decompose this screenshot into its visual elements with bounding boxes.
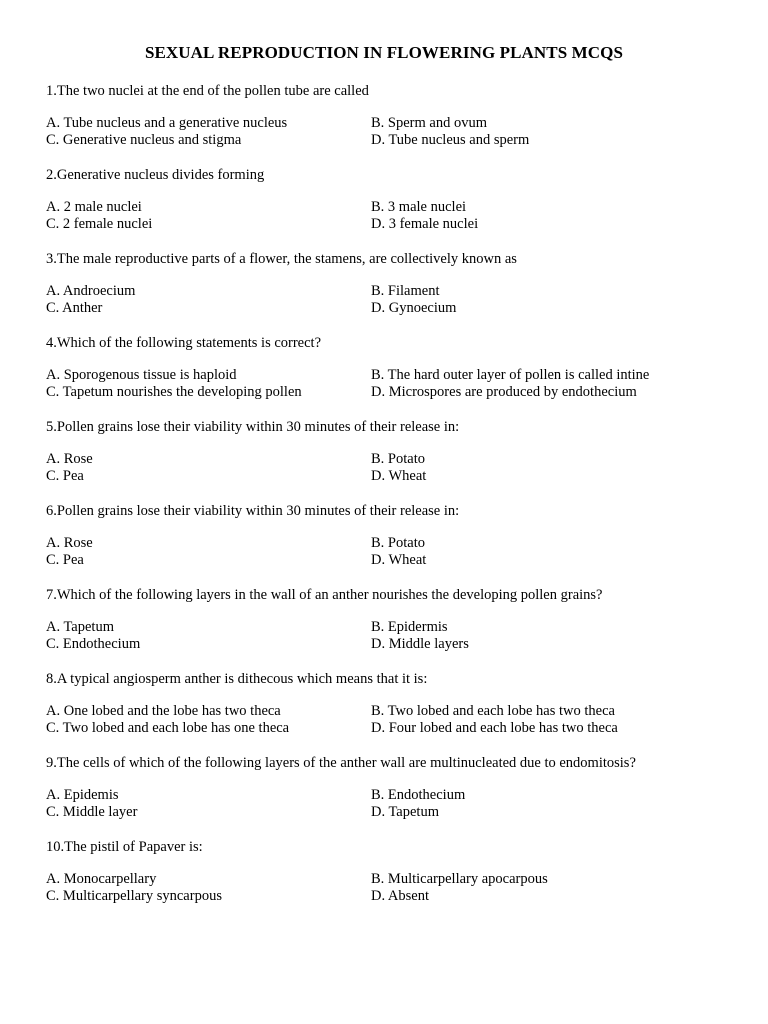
question-text: 7.Which of the following layers in the wall of an anther nourishes the developing pollen grains? (46, 587, 603, 603)
option-b: B. Filament (371, 283, 440, 299)
option-d: D. Absent (371, 888, 429, 904)
option-c: C. Two lobed and each lobe has one theca (46, 720, 290, 736)
option-b: B. Epidermis (371, 619, 448, 635)
option-b: B. Endothecium (371, 787, 466, 803)
option-a: A. Epidemis (46, 787, 119, 803)
option-a: A. Rose (46, 535, 93, 551)
option-d: D. 3 female nuclei (371, 216, 479, 232)
question-text: 4.Which of the following statements is correct? (46, 335, 322, 351)
question-text: 10.The pistil of Papaver is: (46, 839, 203, 855)
option-d: D. Tapetum (371, 804, 439, 820)
option-c: C. Anther (46, 300, 103, 316)
question-text: 3.The male reproductive parts of a flower, the stamens, are collectively known as (46, 251, 517, 267)
option-c: C. Multicarpellary syncarpous (46, 888, 222, 904)
question-list (46, 82, 736, 922)
question-text: 5.Pollen grains lose their viability within 30 minutes of their release in: (46, 419, 460, 435)
option-a: A. One lobed and the lobe has two theca (46, 703, 281, 719)
question-item (46, 754, 736, 838)
question-item (46, 82, 736, 166)
option-b: B. Potato (371, 451, 425, 467)
option-a: A. Tube nucleus and a generative nucleus (46, 115, 288, 131)
question-item (46, 166, 736, 250)
option-a: A. Androecium (46, 283, 136, 299)
option-b: B. Two lobed and each lobe has two theca (371, 703, 615, 719)
question-text: 6.Pollen grains lose their viability within 30 minutes of their release in: (46, 503, 460, 519)
option-c: C. 2 female nuclei (46, 216, 153, 232)
option-d: D. Wheat (371, 468, 427, 484)
question-item (46, 670, 736, 754)
question-item (46, 418, 736, 502)
option-d: D. Gynoecium (371, 300, 457, 316)
option-c: C. Tapetum nourishes the developing pollen (46, 384, 302, 400)
question-item (46, 586, 736, 670)
question-text: 1.The two nuclei at the end of the pollen tube are called (46, 83, 369, 99)
question-text: 8.A typical angiosperm anther is dithecous which means that it is: (46, 671, 428, 687)
option-a: A. 2 male nuclei (46, 199, 142, 215)
option-a: A. Sporogenous tissue is haploid (46, 367, 237, 383)
option-d: D. Wheat (371, 552, 427, 568)
option-d: D. Tube nucleus and sperm (371, 132, 530, 148)
option-b: B. 3 male nuclei (371, 199, 467, 215)
option-c: C. Pea (46, 468, 84, 484)
question-item (46, 502, 736, 586)
question-item (46, 250, 736, 334)
question-text: 2.Generative nucleus divides forming (46, 167, 265, 183)
option-a: A. Rose (46, 451, 93, 467)
option-b: B. Potato (371, 535, 425, 551)
option-a: A. Monocarpellary (46, 871, 157, 887)
question-item (46, 838, 736, 922)
question-text: 9.The cells of which of the following layers of the anther wall are multinucleated due to endomitosis? (46, 755, 636, 771)
option-b: B. The hard outer layer of pollen is called intine (371, 367, 650, 383)
option-c: C. Endothecium (46, 636, 141, 652)
question-item (46, 334, 736, 418)
option-c: C. Middle layer (46, 804, 138, 820)
option-c: C. Pea (46, 552, 84, 568)
option-d: D. Middle layers (371, 636, 469, 652)
option-a: A. Tapetum (46, 619, 114, 635)
option-d: D. Four lobed and each lobe has two theca (371, 720, 618, 736)
option-b: B. Sperm and ovum (371, 115, 487, 131)
option-d: D. Microspores are produced by endothecium (371, 384, 637, 400)
option-c: C. Generative nucleus and stigma (46, 132, 242, 148)
option-b: B. Multicarpellary apocarpous (371, 871, 548, 887)
page-title: SEXUAL REPRODUCTION IN FLOWERING PLANTS MCQS (144, 43, 624, 62)
